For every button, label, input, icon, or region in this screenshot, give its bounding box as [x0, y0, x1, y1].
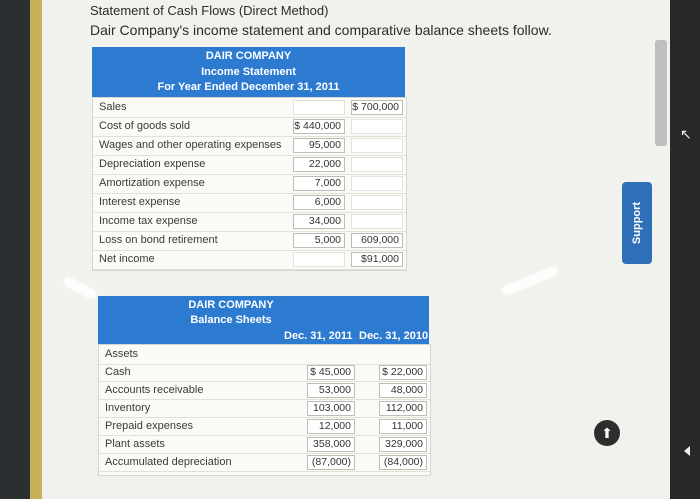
- income-row: [93, 117, 406, 137]
- mouse-cursor-icon: ↖: [680, 126, 692, 142]
- balance-row: [99, 399, 430, 418]
- balance-row-label: Plant assets: [105, 438, 165, 450]
- arrow-up-icon: ⬆: [601, 425, 613, 441]
- balance-2010-cell: (84,000): [379, 455, 427, 470]
- income-amount-cell: 7,000: [293, 176, 345, 191]
- collapse-panel-icon[interactable]: [684, 446, 690, 456]
- balance-2010-cell: 112,000: [379, 401, 427, 416]
- income-statement-table: [92, 97, 407, 271]
- balance-row: [99, 435, 430, 454]
- balance-section-row: [99, 345, 430, 365]
- income-row-label: Cost of goods sold: [99, 120, 191, 132]
- income-row: [93, 193, 406, 213]
- income-row-label: Depreciation expense: [99, 158, 206, 170]
- income-row-label: Loss on bond retirement: [99, 234, 218, 246]
- balance-row: [99, 417, 430, 436]
- income-row: [93, 174, 406, 194]
- income-amount-cell: 5,000: [293, 233, 345, 248]
- income-row-label: Amortization expense: [99, 177, 205, 189]
- balance-company: DAIR COMPANY: [188, 299, 274, 311]
- balance-row-label: Inventory: [105, 402, 151, 414]
- balance-title: Balance Sheets: [190, 314, 272, 326]
- balance-row-label: Accounts receivable: [105, 384, 204, 396]
- income-title: Income Statement: [201, 66, 296, 78]
- income-row: [93, 98, 406, 118]
- income-amount-cell: 95,000: [293, 138, 345, 153]
- balance-2010-cell: 48,000: [379, 383, 427, 398]
- balance-row: [99, 453, 430, 472]
- background-left: [0, 0, 30, 499]
- balance-2011-cell: 103,000: [307, 401, 355, 416]
- page-title: Statement of Cash Flows (Direct Method): [90, 3, 329, 18]
- page-subtitle: Dair Company's income statement and comparative balance sheets follow.: [90, 22, 552, 38]
- balance-2011-cell: (87,000): [307, 455, 355, 470]
- scroll-to-top-button[interactable]: [594, 420, 620, 446]
- income-period: For Year Ended December 31, 2011: [157, 81, 340, 93]
- balance-2011-cell: 12,000: [307, 419, 355, 434]
- income-statement-header: [92, 47, 405, 97]
- balance-2011-cell: 358,000: [307, 437, 355, 452]
- income-amount-cell: 34,000: [293, 214, 345, 229]
- income-row-label: Income tax expense: [99, 215, 198, 227]
- income-amount-cell: [293, 100, 345, 115]
- monitor-bezel: [670, 0, 700, 499]
- balance-row: [99, 381, 430, 400]
- assets-section-label: Assets: [105, 348, 139, 360]
- balance-sheet-header: [98, 296, 429, 344]
- balance-row-label: Accumulated depreciation: [105, 456, 232, 468]
- income-row: [93, 231, 406, 251]
- income-row: [93, 136, 406, 156]
- income-amount-cell: [293, 252, 345, 267]
- income-company: DAIR COMPANY: [205, 50, 292, 62]
- income-amount-cell: 6,000: [293, 195, 345, 210]
- income-row-label: Sales: [99, 101, 127, 113]
- balance-row-label: Cash: [105, 366, 131, 378]
- col-header-2011: Dec. 31, 2011: [284, 330, 353, 342]
- income-row: [93, 155, 406, 175]
- balance-2010-cell: $ 22,000: [379, 365, 427, 380]
- balance-2010-cell: 11,000: [379, 419, 427, 434]
- income-total-cell: $91,000: [351, 252, 403, 267]
- left-accent-bar: [30, 0, 42, 499]
- income-row-label: Net income: [99, 253, 155, 265]
- income-amount-cell: $ 440,000: [293, 119, 345, 134]
- balance-2011-cell: $ 45,000: [307, 365, 355, 380]
- income-row-label: Interest expense: [99, 196, 181, 208]
- income-amount-cell: 22,000: [293, 157, 345, 172]
- income-row: [93, 250, 406, 270]
- income-row: [93, 212, 406, 232]
- balance-row: [99, 363, 430, 382]
- balance-row-label: Prepaid expenses: [105, 420, 194, 432]
- support-button[interactable]: [622, 182, 652, 264]
- balance-sheet-table: [98, 344, 431, 476]
- income-total-cell: [351, 157, 403, 172]
- income-row-label: Wages and other operating expenses: [99, 139, 282, 151]
- scrollbar-thumb[interactable]: [655, 40, 667, 146]
- income-total-cell: [351, 176, 403, 191]
- income-total-cell: [351, 138, 403, 153]
- income-total-cell: [351, 119, 403, 134]
- income-total-cell: 609,000: [351, 233, 403, 248]
- col-header-2010: Dec. 31, 2010: [359, 330, 429, 342]
- support-label: Support: [631, 201, 643, 245]
- balance-2010-cell: 329,000: [379, 437, 427, 452]
- income-total-cell: [351, 195, 403, 210]
- income-total-cell: [351, 214, 403, 229]
- balance-2011-cell: 53,000: [307, 383, 355, 398]
- income-total-cell: $ 700,000: [351, 100, 403, 115]
